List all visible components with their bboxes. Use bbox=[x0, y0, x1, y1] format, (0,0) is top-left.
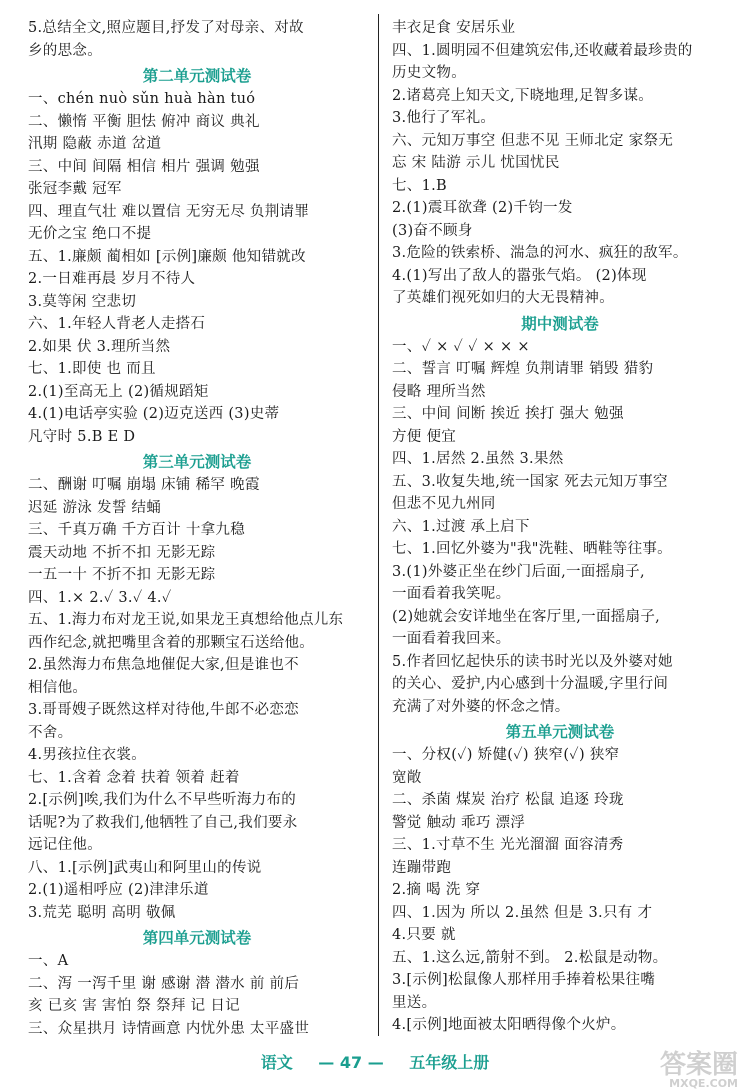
answer-line: 2.[示例]唉,我们为什么不早些听海力布的 bbox=[28, 792, 297, 808]
answer-line: 八、1.[示例]武夷山和阿里山的传说 bbox=[28, 859, 262, 876]
answer-line: 三、中间 间隔 相信 相片 强调 勉强 bbox=[28, 158, 260, 175]
answer-line: 2.虽然海力布焦急地催促大家,但是谁也不 bbox=[28, 657, 299, 673]
answer-line: 里送。 bbox=[392, 994, 437, 1011]
watermark-url: MXQE.COM bbox=[669, 1077, 738, 1090]
answer-line: 相信他。 bbox=[28, 679, 88, 696]
answer-line: 汛期 隐蔽 赤道 岔道 bbox=[28, 136, 162, 152]
answer-line: 不舍。 bbox=[28, 724, 73, 741]
answer-line: 震天动地 不折不扣 无影无踪 bbox=[28, 544, 216, 561]
answer-line: 2.摘 喝 洗 穿 bbox=[392, 882, 481, 898]
answer-line: 一、分权(✓) 矫健(✓) 狭窄(✓) 狭窄 bbox=[392, 747, 620, 763]
answer-line: 二、泻 一泻千里 谢 感谢 潜 潜水 前 前后 bbox=[28, 975, 300, 992]
footer-page-number: — 47 — bbox=[318, 1053, 384, 1072]
watermark-logo bbox=[598, 1052, 738, 1088]
answer-line: 方便 便宜 bbox=[392, 428, 457, 445]
answer-line: 七、1.即使 也 而且 bbox=[28, 361, 156, 377]
section-heading: 第三单元测试卷 bbox=[142, 453, 252, 471]
answer-line: 3.[示例]松鼠像人那样用手捧着松果往嘴 bbox=[392, 972, 656, 988]
left-column bbox=[28, 18, 366, 1041]
answer-line: 二、懒惰 平衡 胆怯 俯冲 商议 典礼 bbox=[28, 113, 260, 130]
answer-line: 侵略 理所当然 bbox=[392, 383, 486, 400]
answer-line: 一面看着我回来。 bbox=[392, 631, 511, 647]
watermark-text: 答案圈 bbox=[659, 1050, 738, 1080]
answer-line: 一、A bbox=[28, 953, 69, 969]
answer-line: 话呢?为了救我们,他牺牲了自己,我们要永 bbox=[28, 814, 298, 831]
answer-line: 五、3.收复失地,统一国家 死去元知万事空 bbox=[392, 473, 668, 490]
answer-line: 连蹦带跑 bbox=[392, 859, 452, 876]
answer-line: 一、✓ × ✓ ✓ × × × bbox=[392, 338, 530, 355]
answer-line: 2.一日难再晨 岁月不待人 bbox=[28, 271, 196, 287]
answer-line: 七、1.含着 念着 扶着 领着 赶着 bbox=[28, 769, 240, 786]
answer-line: 远记住他。 bbox=[28, 837, 102, 853]
answer-line: 宽敞 bbox=[392, 769, 422, 786]
answer-line: 七、1.回忆外婆为"我"洗鞋、晒鞋等往事。 bbox=[392, 541, 672, 557]
answer-line: 亥 已亥 害 害怕 祭 祭拜 记 日记 bbox=[28, 998, 240, 1014]
answer-line: 四、1.居然 2.虽然 3.果然 bbox=[392, 451, 564, 467]
answer-line: 5.作者回忆起快乐的读书时光以及外婆对她 bbox=[392, 653, 673, 670]
answer-line: 三、1.寸草不生 光光溜溜 面容清秀 bbox=[392, 837, 624, 853]
answer-line: 六、1.过渡 承上启下 bbox=[392, 518, 530, 535]
answer-line: 充满了对外婆的怀念之情。 bbox=[392, 698, 570, 715]
answer-line: 2.(1)至高无上 (2)循规蹈矩 bbox=[28, 383, 209, 400]
answer-line: 4.(1)电话亭实验 (2)迈克送西 (3)史蒂 bbox=[28, 406, 280, 422]
answer-line: 五、1.廉颇 蔺相如 [示例]廉颇 他知错就改 bbox=[28, 248, 306, 265]
answer-line: 3.他行了军礼。 bbox=[392, 110, 496, 126]
answer-line: 四、1.× 2.✓ 3.✓ 4.✓ bbox=[28, 589, 172, 606]
answer-line: 3.危险的铁索桥、湍急的河水、疯狂的敌军。 bbox=[392, 245, 688, 261]
section-heading: 期中测试卷 bbox=[521, 314, 599, 333]
answer-line: 六、元知万事空 但悲不见 王师北定 家祭无 bbox=[392, 132, 674, 149]
answer-line: 的关心、爱护,内心感到十分温暖,字里行间 bbox=[392, 676, 669, 692]
section-heading: 第五单元测试卷 bbox=[505, 723, 615, 741]
answer-line: 一、chén nuò sǔn huà hàn tuó bbox=[28, 91, 256, 107]
answer-line: 4.[示例]地面被太阳晒得像个火炉。 bbox=[392, 1017, 626, 1033]
answer-line: 三、众星拱月 诗情画意 内忧外患 太平盛世 bbox=[28, 1020, 310, 1037]
answer-line: 4.男孩拉住衣裳。 bbox=[28, 747, 147, 763]
answer-line: 四、1.圆明园不但建筑宏伟,还收藏着最珍贵的 bbox=[392, 42, 693, 59]
answer-line: 一五一十 不折不扣 无影无踪 bbox=[28, 567, 216, 583]
answer-line: 五、1.这么远,箭射不到。 2.松鼠是动物。 bbox=[392, 949, 668, 966]
answer-line: 四、1.因为 所以 2.虽然 但是 3.只有 才 bbox=[392, 904, 653, 921]
answer-line: 3.(1)外婆正坐在纱门后面,一面摇扇子, bbox=[392, 563, 645, 580]
answer-line: 2.如果 伏 3.理所当然 bbox=[28, 338, 171, 355]
answer-line: 忘 宋 陆游 示儿 忧国忧民 bbox=[392, 155, 560, 171]
answer-line: 二、酬谢 叮嘱 崩塌 床铺 稀罕 晚霞 bbox=[28, 477, 260, 493]
answer-line: 4.(1)写出了敌人的嚣张气焰。 (2)体现 bbox=[392, 267, 647, 284]
answer-line: 5.总结全文,照应题目,抒发了对母亲、对故 bbox=[28, 20, 304, 36]
answer-line: 无价之宝 绝口不提 bbox=[28, 226, 152, 242]
footer-subject: 语文 bbox=[260, 1053, 293, 1072]
column-divider bbox=[378, 14, 379, 1036]
answer-line: 张冠李戴 冠军 bbox=[28, 181, 122, 197]
answer-line: 西作纪念,就把嘴里含着的那颗宝石送给他。 bbox=[28, 634, 315, 651]
footer-grade: 五年级上册 bbox=[409, 1053, 490, 1072]
answer-line: 2.(1)遥相呼应 (2)津津乐道 bbox=[28, 882, 209, 898]
answer-line: 2.(1)震耳欲聋 (2)千钧一发 bbox=[392, 200, 573, 216]
answer-line: 丰衣足食 安居乐业 bbox=[392, 20, 516, 36]
answer-line: 二、誓言 叮嘱 辉煌 负荆请罪 销毁 猎豹 bbox=[392, 361, 654, 377]
answer-line: 警觉 触动 乖巧 漂浮 bbox=[392, 814, 526, 831]
section-heading: 第二单元测试卷 bbox=[142, 67, 252, 85]
answer-line: (3)奋不顾身 bbox=[392, 222, 473, 239]
answer-line: 了英雄们视死如归的大无畏精神。 bbox=[392, 290, 614, 306]
answer-line: 3.莫等闲 空悲切 bbox=[28, 293, 137, 310]
right-column bbox=[392, 18, 728, 1038]
answer-line: 历史文物。 bbox=[392, 65, 466, 81]
answer-line: 2.诸葛亮上知天文,下晓地理,足智多谋。 bbox=[392, 87, 654, 104]
answer-line: 4.只要 就 bbox=[392, 927, 456, 943]
answer-line: 二、杀菌 煤炭 治疗 松鼠 追逐 玲珑 bbox=[392, 792, 624, 808]
answer-line: 迟延 游泳 发誓 结蛹 bbox=[28, 499, 162, 516]
answer-line: 3.荒芜 聪明 高明 敬佩 bbox=[28, 904, 176, 921]
answer-line: 七、1.B bbox=[392, 177, 447, 194]
answer-line: 乡的思念。 bbox=[28, 42, 102, 59]
answer-line: 五、1.海力布对龙王说,如果龙王真想给他点儿东 bbox=[28, 612, 344, 628]
answer-line: (2)她就会安详地坐在客厅里,一面摇扇子, bbox=[392, 608, 661, 625]
answer-line: 六、1.年轻人背老人走搭石 bbox=[28, 316, 206, 332]
answer-line: 一面看着我笑呢。 bbox=[392, 586, 511, 602]
answer-line: 四、理直气壮 难以置信 无穷无尽 负荆请罪 bbox=[28, 203, 310, 220]
answer-line: 凡守时 5.B E D bbox=[28, 428, 136, 445]
answer-line: 三、中间 间断 挨近 挨打 强大 勉强 bbox=[392, 406, 624, 422]
answer-line: 3.哥哥嫂子既然这样对待他,牛郎不必恋恋 bbox=[28, 702, 299, 718]
answer-line: 三、千真万确 千方百计 十拿九稳 bbox=[28, 522, 246, 538]
section-heading: 第四单元测试卷 bbox=[142, 929, 252, 947]
answer-line: 但悲不见九州同 bbox=[392, 496, 496, 512]
